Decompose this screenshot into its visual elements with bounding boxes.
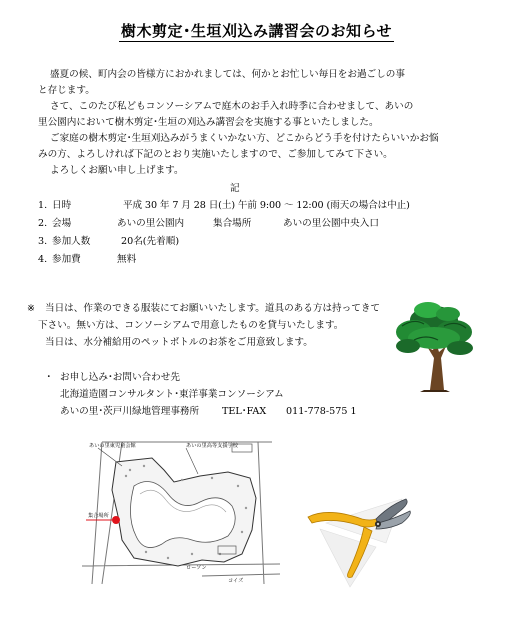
note-line-1: 当日は、作業のできる服装にてお願いいたします。道具のある方は持ってきて — [45, 303, 381, 314]
intro-line-5: ご家庭の樹木剪定･生垣刈込みがうまくいかない方、どこからどう手を付けたらいいかお悩 — [50, 133, 439, 144]
intro-line-6: みの方、よろしければ下記のとおり実施いたしますので、ご参加してみて下さい。 — [38, 149, 393, 160]
note-line-2: 下さい。無い方は、コンソーシアムで用意したものを貸与いたします。 — [38, 320, 344, 331]
detail-label-capacity: 参加人数 — [52, 236, 91, 247]
detail-num-3: 3. — [38, 236, 48, 247]
page-title: 樹木剪定･生垣刈込み講習会のお知らせ — [120, 22, 393, 40]
map-label-children-center: あいの里東児童会館 — [89, 443, 136, 449]
detail-label-meeting-point: 集合場所 — [213, 218, 252, 229]
tree-icon — [394, 296, 474, 392]
park-map — [82, 436, 280, 584]
contact-heading: お申し込み･お問い合わせ先 — [60, 372, 180, 383]
intro-line-2: と存じます。 — [38, 85, 95, 96]
intro-line-1: 盛夏の候、町内会の皆様方におかれましては、何かとお忙しい毎日をお過ごしの事 — [50, 69, 405, 80]
detail-num-2: 2. — [38, 218, 48, 229]
detail-value-fee: 無料 — [117, 254, 137, 265]
map-label-coins: コイズ — [228, 578, 244, 584]
detail-value-capacity: 20名(先着順) — [121, 236, 180, 247]
contact-tel-label: TEL･FAX — [222, 406, 267, 417]
note-line-3: 当日は、水分補給用のペットボトルのお茶をご用意致します。 — [45, 337, 313, 348]
intro-line-7: よろしくお願い申し上げます。 — [50, 165, 184, 176]
contact-bullet: ・ — [44, 372, 54, 383]
intro-line-4: 里公園内において樹木剪定･生垣の刈込み講習会を実施する事といたしました。 — [38, 117, 379, 128]
map-label-support-school: あいの里高等支援学校 — [186, 443, 238, 449]
map-label-meeting-point: 集合場所 — [88, 513, 109, 519]
detail-num-1: 1. — [38, 200, 48, 211]
contact-office: あいの里･茨戸川緑地管理事務所 — [60, 406, 200, 417]
detail-value-venue: あいの里公園内 — [117, 218, 185, 229]
pruning-shears-icon — [306, 493, 418, 591]
contact-tel: 011-778-575 1 — [286, 406, 357, 417]
detail-num-4: 4. — [38, 254, 48, 265]
detail-value-meeting-point: あいの里公園中央入口 — [283, 218, 379, 229]
intro-line-3: さて、このたび私どもコンソーシアムで庭木のお手入れ時季に合わせまして、あいの — [50, 101, 414, 112]
note-mark: ※ — [27, 303, 36, 314]
detail-value-date: 平成 30 年 7 月 28 日(土) 午前 9:00 ～ 12:00 (雨天の場合は中止) — [123, 200, 410, 211]
contact-org: 北海道造園コンサルタント･東洋事業コンソーシアム — [60, 389, 284, 400]
detail-label-venue: 会場 — [52, 218, 72, 229]
map-label-lawson: ローソン — [186, 565, 207, 571]
detail-label-date: 日時 — [52, 200, 72, 211]
detail-label-fee: 参加費 — [52, 254, 81, 265]
ki-heading: 記 — [230, 183, 240, 194]
